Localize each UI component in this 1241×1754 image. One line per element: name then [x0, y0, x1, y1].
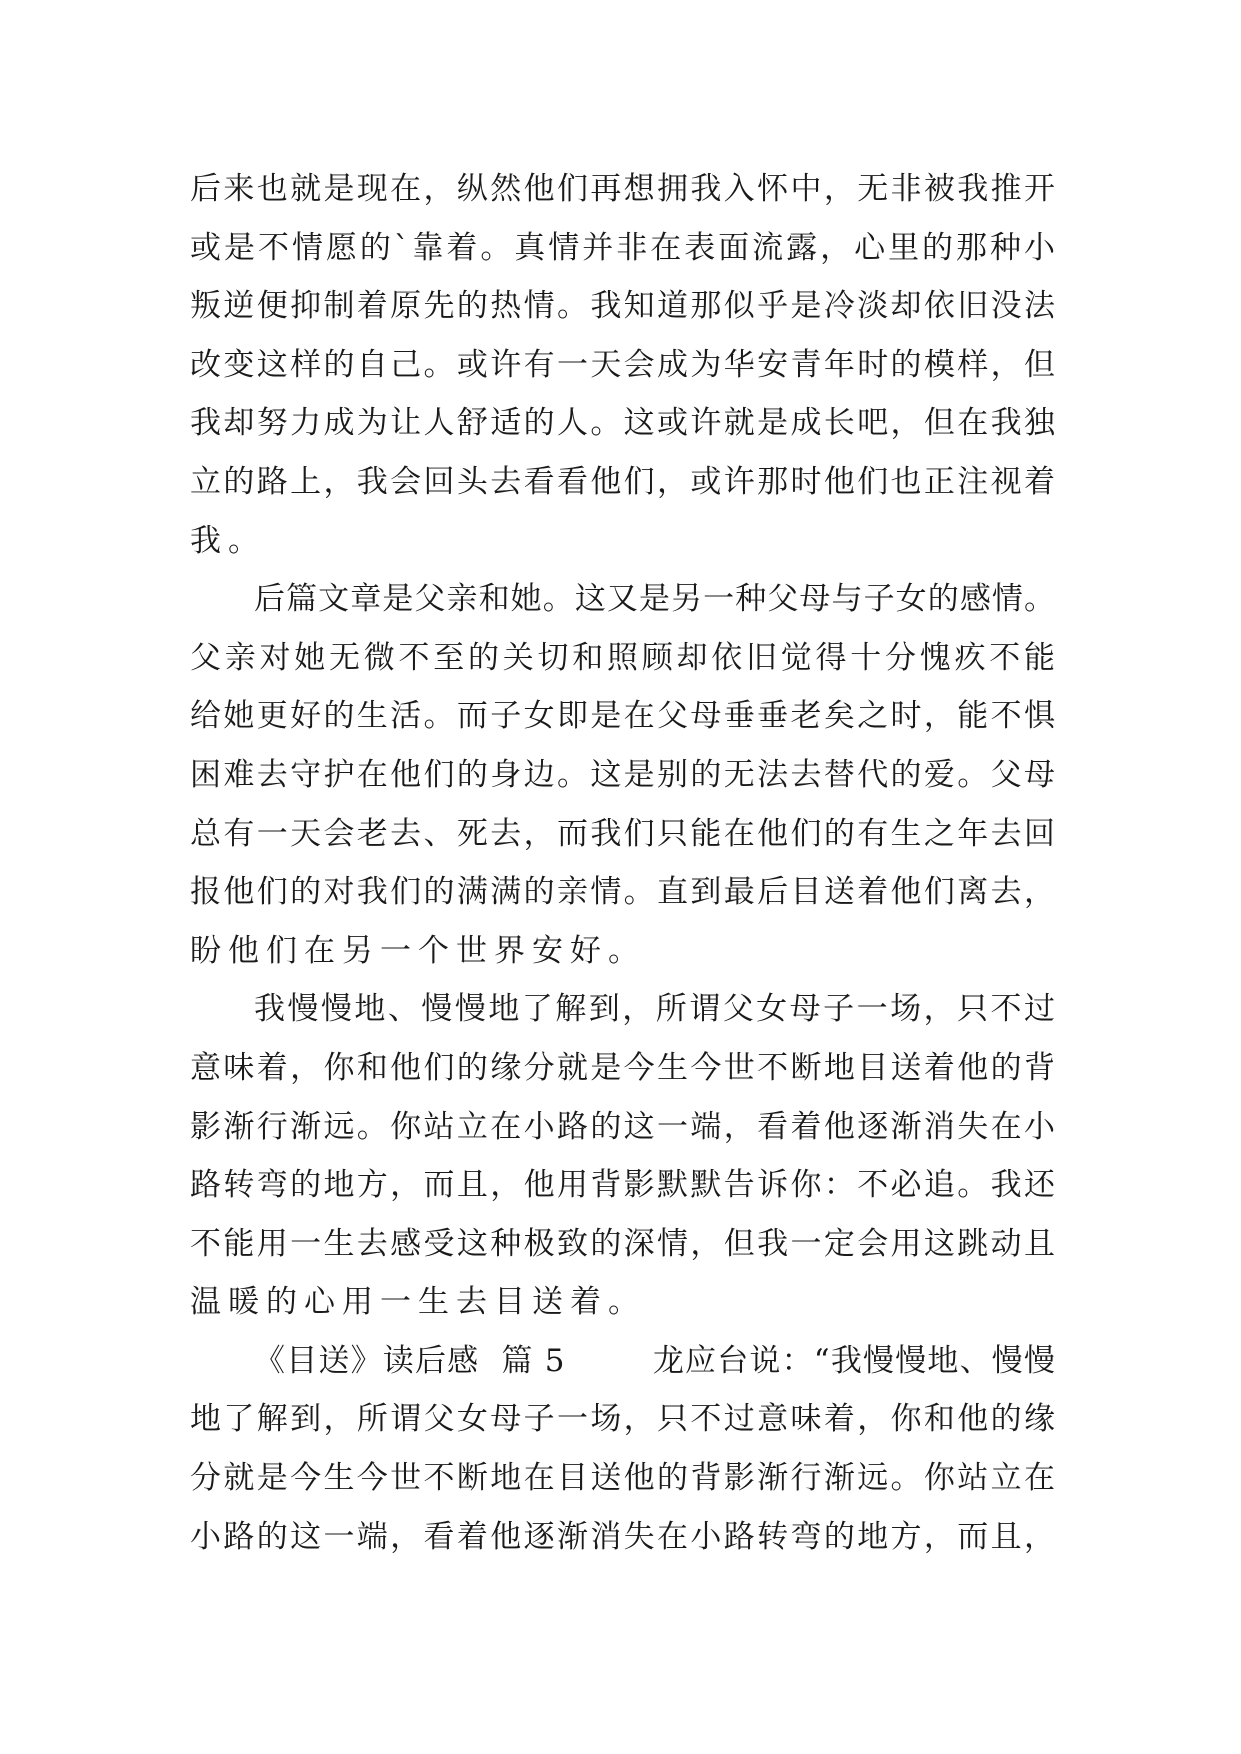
- text-line: 分就是今生今世不断地在目送他的背影渐行渐远。你站立在: [190, 1460, 1055, 1497]
- text-line: 我慢慢地、慢慢地了解到，所谓父女母子一场，只不过: [254, 991, 1055, 1028]
- text-line: 后篇文章是父亲和她。这又是另一种父母与子女的感情。: [254, 581, 1055, 618]
- text-line: 困难去守护在他们的身边。这是别的无法去替代的爱。父母: [190, 756, 1055, 793]
- paragraph-4: [190, 1332, 1055, 1566]
- text-line: 影渐行渐远。你站立在小路的这一端，看着他逐渐消失在小: [190, 1108, 1055, 1145]
- text-line: 地了解到，所谓父女母子一场，只不过意味着，你和他的缘: [190, 1401, 1055, 1438]
- text-line: 我却努力成为让人舒适的人。这或许就是成长吧，但在我独: [190, 405, 1055, 442]
- text-line: 报他们的对我们的满满的亲情。直到最后目送着他们离去，: [190, 874, 1055, 911]
- text-line: 不能用一生去感受这种极致的深情，但我一定会用这跳动且: [190, 1225, 1055, 1262]
- paragraph-1: [190, 160, 1055, 570]
- paragraph-2: [190, 570, 1055, 980]
- text-line: 立的路上，我会回头去看看他们，或许那时他们也正注视着: [190, 463, 1055, 500]
- text-line: 路转弯的地方，而且，他用背影默默告诉你：不必追。我还: [190, 1167, 1055, 1204]
- text-line: 温暖的心用一生去目送着。: [190, 1284, 646, 1321]
- text-line: 父亲对她无微不至的关切和照顾却依旧觉得十分愧疚不能: [190, 639, 1055, 676]
- text-line: 我。: [190, 522, 266, 559]
- text-line: 叛逆便抑制着原先的热情。我知道那似乎是冷淡却依旧没法: [190, 288, 1055, 325]
- text-line: 或是不情愿的`靠着。真情并非在表面流露，心里的那种小: [190, 229, 1055, 266]
- text-line: 后来也就是现在，纵然他们再想拥我入怀中，无非被我推开: [190, 171, 1055, 207]
- text-line: 改变这样的自己。或许有一天会成为华安青年时的模样，但: [190, 346, 1055, 383]
- text-line: 给她更好的生活。而子女即是在父母垂垂老矣之时，能不惧: [190, 698, 1055, 735]
- text-line: 小路的这一端，看着他逐渐消失在小路转弯的地方，而且，: [190, 1518, 1055, 1555]
- text-line: 《目送》读后感 篇 5 龙应台说：“我慢慢地、慢慢: [254, 1342, 1055, 1379]
- paragraph-3: [190, 980, 1055, 1332]
- text-line: 意味着，你和他们的缘分就是今生今世不断地目送着他的背: [190, 1049, 1055, 1086]
- text-line: 总有一天会老去、死去，而我们只能在他们的有生之年去回: [190, 815, 1055, 852]
- text-line: 盼他们在另一个世界安好。: [190, 932, 646, 969]
- document-body: [190, 160, 1055, 1566]
